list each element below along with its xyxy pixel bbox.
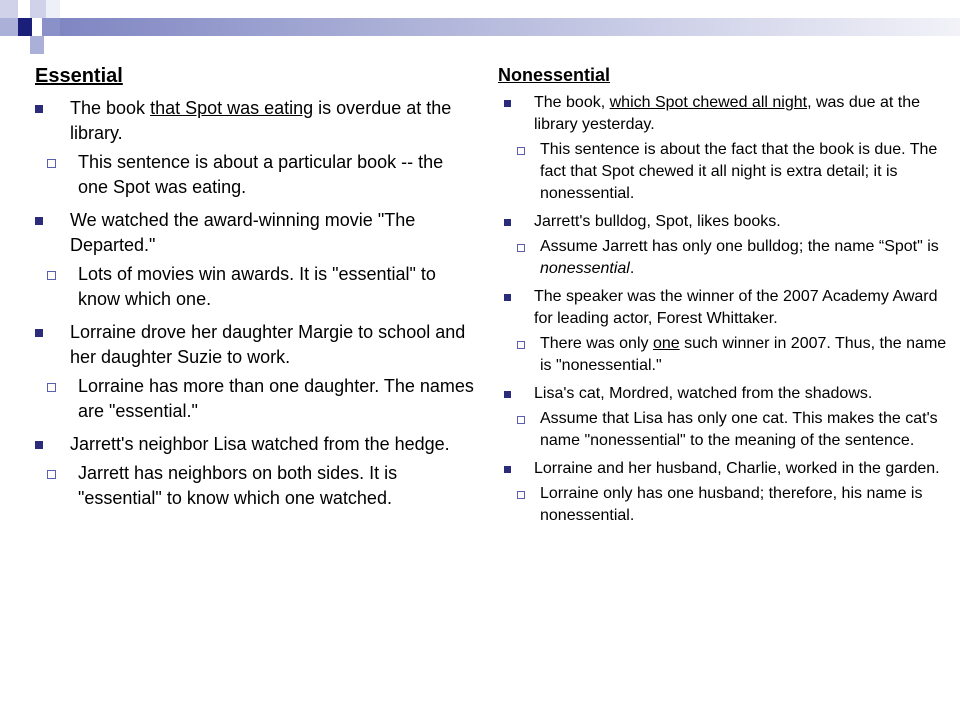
essential-heading: Essential — [35, 65, 123, 87]
nonessential-heading: Nonessential — [498, 65, 611, 85]
list-item — [35, 208, 475, 258]
item-underlined-text: that Spot was eating — [150, 98, 314, 118]
square-bullet-icon — [504, 219, 511, 226]
sub-item-italic-text: nonessential — [540, 260, 630, 277]
sub-item-text: Jarrett has neighbors on both sides. It is "essential" to know which one watched. — [78, 463, 398, 508]
item-text: The book — [70, 98, 151, 118]
essential-column — [35, 64, 475, 511]
hollow-square-bullet-icon — [517, 416, 525, 424]
sub-list-item — [498, 236, 960, 280]
square-bullet-icon — [504, 391, 511, 398]
sub-list-item — [498, 408, 960, 452]
sub-list-item — [498, 333, 960, 377]
hollow-square-bullet-icon — [517, 491, 525, 499]
list-item — [35, 432, 475, 457]
square-bullet-icon — [504, 294, 511, 301]
hollow-square-bullet-icon — [47, 159, 56, 168]
header-square — [0, 18, 18, 36]
sub-list-item — [498, 483, 960, 527]
item-text: We watched the award-winning movie "The Departed." — [70, 210, 416, 255]
header-square — [18, 18, 32, 36]
sub-list-item — [498, 139, 960, 205]
list-item — [498, 286, 960, 330]
header-square — [0, 0, 18, 18]
sub-list-item — [35, 374, 475, 424]
header-square — [30, 0, 46, 18]
item-text: Jarrett's neighbor Lisa watched from the hedge. — [70, 434, 450, 454]
header-square — [42, 18, 60, 36]
square-bullet-icon — [504, 466, 511, 473]
essential-list — [35, 96, 475, 511]
item-text: The speaker was the winner of the 2007 Academy Award for leading actor, Forest Whittaker. — [534, 288, 938, 327]
header-square — [46, 0, 60, 18]
sub-item-underlined-text: one — [652, 335, 680, 352]
sub-item-text: Lorraine has more than one daughter. The names are "essential." — [78, 376, 474, 421]
sub-item-text: Lorraine only has one husband; therefore, his name is nonessential. — [540, 485, 923, 524]
hollow-square-bullet-icon — [517, 147, 525, 155]
sub-item-text: Lots of movies win awards. It is "essential" to know which one. — [78, 264, 436, 309]
item-text: is overdue at the library. — [70, 98, 452, 143]
item-underlined-text: which Spot chewed all night — [609, 94, 808, 111]
header-square — [30, 36, 44, 54]
item-text: Lorraine and her husband, Charlie, worked in the garden. — [534, 460, 940, 477]
list-item — [498, 383, 960, 405]
square-bullet-icon — [35, 105, 43, 113]
sub-item-text: There was only — [540, 335, 653, 352]
square-bullet-icon — [504, 100, 511, 107]
sub-item-text: This sentence is about a particular book -- the one Spot was eating. — [78, 152, 444, 197]
item-text: Jarrett's bulldog, Spot, likes books. — [534, 213, 781, 230]
list-item — [35, 96, 475, 146]
list-item — [498, 92, 960, 136]
sub-item-text: . — [629, 260, 635, 277]
square-bullet-icon — [35, 217, 43, 225]
list-item — [498, 458, 960, 480]
square-bullet-icon — [35, 441, 43, 449]
header-square — [18, 0, 30, 18]
item-text: Lorraine drove her daughter Margie to school and her daughter Suzie to work. — [70, 322, 466, 367]
hollow-square-bullet-icon — [517, 341, 525, 349]
item-text: The book, — [534, 94, 610, 111]
item-text: , was due at the library yesterday. — [534, 94, 921, 133]
list-item — [498, 211, 960, 233]
sub-item-text: Assume Jarrett has only one bulldog; the name “Spot" is — [540, 238, 939, 255]
item-text: Lisa's cat, Mordred, watched from the shadows. — [534, 385, 873, 402]
hollow-square-bullet-icon — [47, 470, 56, 479]
nonessential-column — [498, 64, 960, 527]
square-bullet-icon — [35, 329, 43, 337]
sub-list-item — [35, 150, 475, 200]
header-gradient-bar — [60, 18, 960, 36]
hollow-square-bullet-icon — [517, 244, 525, 252]
sub-item-text: such winner in 2007. Thus, the name is "nonessential." — [540, 335, 947, 374]
header-square — [32, 18, 42, 36]
list-item — [35, 320, 475, 370]
sub-list-item — [35, 262, 475, 312]
sub-item-text: Assume that Lisa has only one cat. This makes the cat's name "nonessential" to the meaning of the sentence. — [540, 410, 938, 449]
sub-item-text: This sentence is about the fact that the book is due. The fact that Spot chewed it all night is extra detail; it is nonessential. — [540, 141, 938, 202]
sub-list-item — [35, 461, 475, 511]
nonessential-list — [498, 92, 960, 527]
hollow-square-bullet-icon — [47, 271, 56, 280]
hollow-square-bullet-icon — [47, 383, 56, 392]
